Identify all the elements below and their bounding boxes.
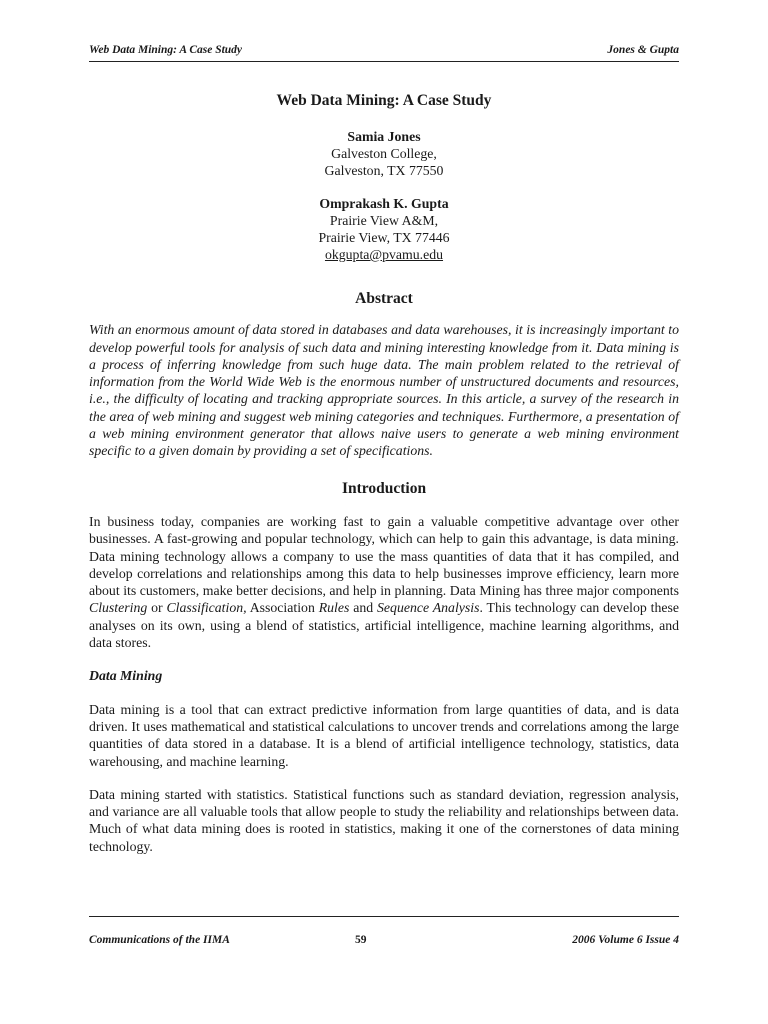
author-2 [89,195,679,263]
dm-line: technology, statistics, data warehousing, and machine learning. [89,736,679,769]
intro-text: Association [246,600,319,616]
abstract-line: from it. Data mining is a process of inferring knowledge from such huge data. The main [89,339,679,372]
dm-line: Data mining is a tool that can extract predictive information from large quantities of data, and is [89,701,651,717]
intro-line: is data mining. Data mining technology allows a company to use the mass quantities of data that [89,531,679,564]
intro-line: statistics, artificial intelligence, machine learning algorithms, and data stores. [89,617,679,651]
footer-issue: 2006 Volume 6 Issue 4 [572,934,679,946]
introduction-paragraph [89,513,679,651]
abstract-text [89,321,679,459]
footer-journal: Communications of the IIMA [89,934,230,946]
abstract-heading: Abstract [355,290,413,307]
running-header [89,44,679,56]
intro-line: In business today, companies are working fast to gain a valuable competitive advantage over [89,513,644,529]
intro-text: Data Mining has three major components [449,583,679,599]
data-mining-heading: Data Mining [89,668,163,684]
author-location: Galveston, TX 77550 [324,163,444,178]
data-mining-paragraph-2 [89,786,679,855]
dm-line: among the large quantities of data stored in a database. It is a blend of artificial intelligence [89,718,679,752]
dm-line: analysis, and variance are all valuable tools that allow people to study the reliability and [89,786,679,820]
dm-line: data driven. It uses mathematical and statistical calculations to uncover trends and correlations [89,701,679,734]
term-classification: Classification, [166,600,247,616]
author-name: Samia Jones [347,129,421,144]
paper-title: Web Data Mining: A Case Study [276,92,492,109]
abstract-line: a given domain by providing a set of specifications. [148,443,433,459]
data-mining-paragraph-1 [89,701,679,770]
header-left: Web Data Mining: A Case Study [89,44,243,56]
term-sequence-analysis: Sequence Analysis [377,600,480,616]
footer-rule [89,916,679,917]
term-clustering: Clustering [89,600,148,616]
author-location: Prairie View, TX 77446 [318,230,450,245]
author-name: Omprakash K. Gupta [319,196,449,211]
abstract-line: environment generator that allows naive users to generate a web mining environment specific to [89,426,679,459]
intro-text: . This technology can develop these analyses on its own, using a blend of [89,600,679,633]
abstract-line: problem related to the retrieval of information from the World Wide Web is the enormous [89,356,680,390]
intro-text: and [349,600,374,616]
dm-line: relationships between data. Much of what data mining does is rooted in statistics, making it one [89,804,679,837]
intro-line: it has compiled, and develop correlations and relationships among this data to help businesses [89,548,679,581]
abstract-line: important to develop powerful tools for analysis of such data and mining interesting knowledge [89,322,679,355]
author-affiliation: Galveston College, [331,146,437,161]
dm-line: Data mining started with statistics. Statistical functions such as standard deviation, regression [89,786,626,802]
header-rule [89,61,679,62]
abstract-line: suggest web mining categories and techniques. Furthermore, a presentation of a web mining [89,408,679,442]
dm-line: of the cornerstones of data mining technology. [89,821,679,854]
author-1 [89,128,679,179]
intro-line: improve efficiency, learn more about its customers, make better decisions, and help in planning. [89,565,680,599]
abstract-line: appropriate sources. In this article, a survey of the research in the area of web mining and [89,391,680,424]
header-right: Jones & Gupta [607,44,679,56]
page-content [89,90,679,855]
introduction-heading: Introduction [341,479,427,497]
intro-line: other businesses. A fast-growing and popular technology, which can help to gain this advantage, [89,513,679,547]
abstract-line: number of unstructured documents and resources, i.e., the difficulty of locating and tracking [89,374,679,407]
intro-text: or [147,600,167,616]
term-rules: Rules [318,600,350,616]
abstract-line: With an enormous amount of data stored in databases and data warehouses, it is increasingly [89,322,607,338]
author-email-link[interactable]: okgupta@pvamu.edu [324,247,444,262]
author-affiliation: Prairie View A&M, [329,213,439,228]
page-number: 59 [355,934,367,946]
